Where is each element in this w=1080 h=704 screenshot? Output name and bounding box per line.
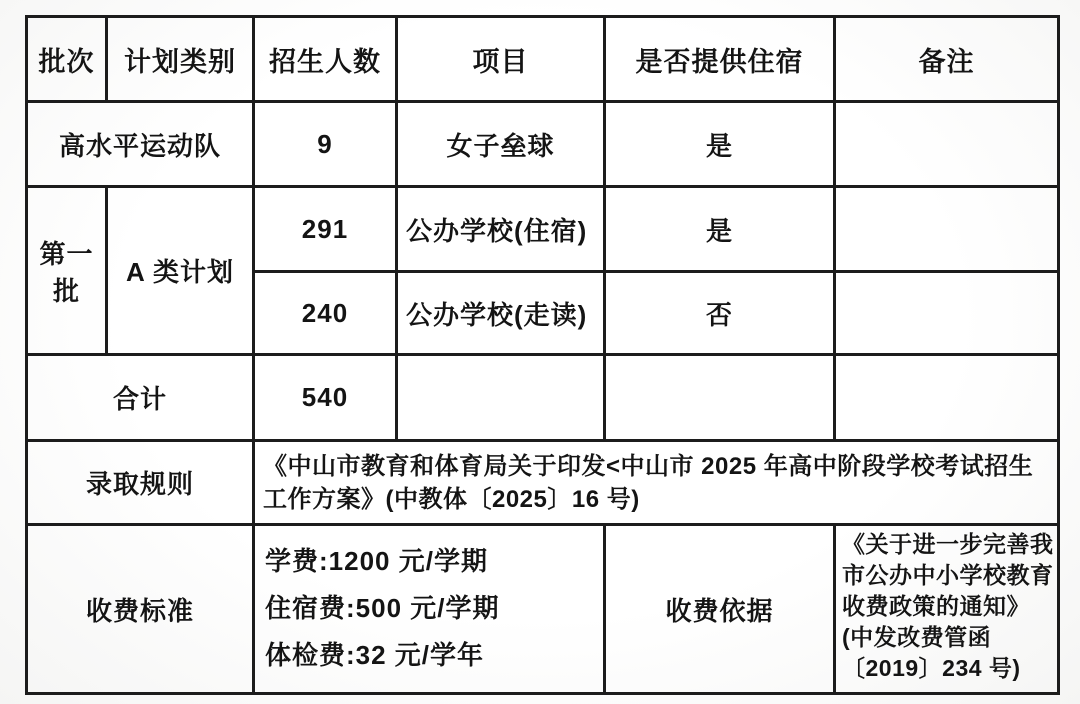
cell-batch1-lodging-boarding: 是	[605, 187, 835, 272]
fee-line-tuition: 学费:1200 元/学期	[265, 546, 488, 576]
cell-batch1-note-day	[835, 272, 1059, 355]
cell-high-level-lodging: 是	[605, 102, 835, 187]
cell-batch1-lodging-day: 否	[605, 272, 835, 355]
row-fees	[27, 525, 1059, 694]
cell-batch1-project-boarding: 公办学校(住宿)	[397, 187, 605, 272]
fee-line-lodging: 住宿费:500 元/学期	[265, 593, 500, 623]
cell-high-level-note	[835, 102, 1059, 187]
cell-fees-basis-label: 收费依据	[605, 525, 835, 694]
header-row	[27, 17, 1059, 102]
cell-high-level-project: 女子垒球	[397, 102, 605, 187]
cell-total-note	[835, 355, 1059, 441]
cell-batch1-note-boarding	[835, 187, 1059, 272]
cell-batch1-label: 第一批	[27, 187, 107, 355]
cell-admission-rule-label: 录取规则	[27, 441, 254, 525]
cell-high-level-count: 9	[254, 102, 397, 187]
row-batch1-lodging	[27, 187, 1059, 272]
header-cell-batch: 批次	[27, 17, 107, 102]
cell-batch1-plan-type: A 类计划	[107, 187, 254, 355]
row-high-level-team	[27, 102, 1059, 187]
cell-fees-basis-text: 《关于进一步完善我市公办中小学校教育收费政策的通知》(中发改费管函〔2019〕234 号)	[835, 525, 1059, 694]
cell-batch1-count-day: 240	[254, 272, 397, 355]
row-total	[27, 355, 1059, 441]
document-sheet	[25, 15, 1060, 695]
header-cell-plan-type: 计划类别	[107, 17, 254, 102]
header-cell-note: 备注	[835, 17, 1059, 102]
row-admission-rule	[27, 441, 1059, 525]
fee-line-physical-exam: 体检费:32 元/学年	[265, 640, 485, 670]
cell-batch1-count-boarding: 291	[254, 187, 397, 272]
cell-total-project	[397, 355, 605, 441]
cell-admission-rule-text: 《中山市教育和体育局关于印发<中山市 2025 年高中阶段学校考试招生工作方案》(中教体〔2025〕16 号)	[254, 441, 1059, 525]
header-cell-enrollment-count: 招生人数	[254, 17, 397, 102]
cell-total-count: 540	[254, 355, 397, 441]
cell-fees-detail	[254, 525, 605, 694]
cell-batch1-project-day: 公办学校(走读)	[397, 272, 605, 355]
cell-total-lodging	[605, 355, 835, 441]
admission-plan-table	[25, 15, 1060, 695]
cell-high-level-label: 高水平运动队	[27, 102, 254, 187]
header-cell-lodging: 是否提供住宿	[605, 17, 835, 102]
cell-fees-label: 收费标准	[27, 525, 254, 694]
cell-total-label: 合计	[27, 355, 254, 441]
header-cell-project: 项目	[397, 17, 605, 102]
